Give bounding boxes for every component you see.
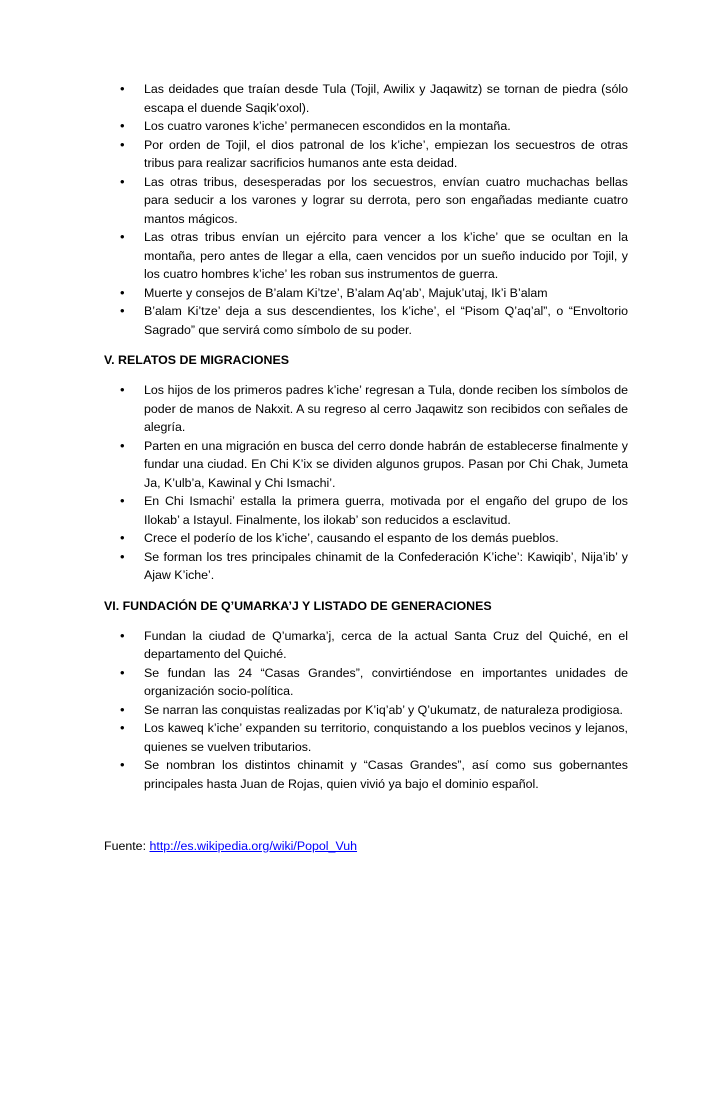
bullet-icon: •	[120, 118, 125, 133]
list-item-text: Los cuatro varones k’iche’ permanecen escondidos en la montaña.	[144, 119, 511, 133]
bullet-icon: •	[120, 548, 125, 564]
list-item	[104, 228, 628, 284]
list-item-text: Por orden de Tojil, el dios patronal de los k’iche’, empiezan los secuestros de otras tribus para realizar sacrificios humanos ante esta deidad.	[144, 137, 628, 170]
bullet-icon: •	[120, 627, 125, 643]
section5-heading: V. RELATOS DE MIGRACIONES	[104, 353, 289, 367]
list-item-text: Los kaweq k’iche’ expanden su territorio, conquistando a los pueblos vecinos y lejanos, quienes se vuelven tributarios.	[144, 721, 628, 754]
source-label: Fuente:	[104, 839, 147, 853]
bullet-icon: •	[120, 757, 125, 772]
list-item-text: Las otras tribus, desesperadas por los secuestros, envían cuatro muchachas bellas para seducir a los varones y lograr su derrota, pero son engañadas mediante cuatro mantos mágicos.	[144, 174, 628, 226]
bullet-icon: •	[120, 437, 125, 453]
list-item	[104, 548, 628, 585]
list-item	[104, 381, 628, 437]
list-item	[104, 701, 628, 720]
section4-list	[104, 80, 628, 339]
list-item-text: Muerte y consejos de B’alam Ki’tze’, B’alam Aq’ab’, Majuk’utaj, Ik’i B’alam	[144, 285, 548, 300]
bullet-icon: •	[120, 720, 125, 735]
list-item-text: Se narran las conquistas realizadas por K’iq’ab’ y Q’ukumatz, de naturaleza prodigiosa.	[144, 702, 623, 717]
list-item-text: Se nombran los distintos chinamit y “Casas Grandes”, así como sus gobernantes principales hasta Juan de Rojas, quien vivió ya bajo el dominio español.	[144, 758, 628, 791]
list-item	[104, 664, 628, 701]
bullet-icon: •	[120, 664, 125, 680]
bullet-icon: •	[120, 173, 125, 189]
list-item-text: Se fundan las 24 “Casas Grandes”, convirtiéndose en importantes unidades de organización socio-política.	[144, 665, 628, 698]
source-line	[104, 837, 628, 855]
list-item	[104, 136, 628, 173]
list-item	[104, 302, 628, 339]
list-item-text: Parten en una migración en busca del cerro donde habrán de establecerse finalmente y fundar una ciudad. En Chi K’ix se dividen algunos grupos. Pasan por Chi Chak, Jumeta Ja, K’ulb’a, Kawinal y Chi Ismachi’.	[144, 438, 628, 490]
list-item-text: Crece el poderío de los k’iche’, causando el espanto de los demás pueblos.	[144, 531, 559, 545]
bullet-icon: •	[120, 701, 125, 717]
source-link[interactable]: http://es.wikipedia.org/wiki/Popol_Vuh	[149, 839, 358, 853]
bullet-icon: •	[120, 303, 125, 318]
list-item	[104, 437, 628, 493]
section6-list	[104, 627, 628, 794]
bullet-icon: •	[120, 284, 125, 300]
list-item-text: Se forman los tres principales chinamit de la Confederación K’iche’: Kawiqib’, Nija’ib’ y Ajaw K’iche’.	[144, 549, 628, 582]
list-item-text: Fundan la ciudad de Q’umarka’j, cerca de la actual Santa Cruz del Quiché, en el departamento del Quiché.	[144, 628, 628, 661]
section5-list	[104, 381, 628, 585]
list-item	[104, 719, 628, 756]
bullet-icon: •	[120, 493, 125, 508]
list-item	[104, 627, 628, 664]
bullet-icon: •	[120, 136, 125, 152]
list-item-text: B’alam Ki’tze’ deja a sus descendientes, los k’iche’, el “Pisom Q’aq’al”, o “Envoltorio Sagrado” que servirá como símbolo de su poder.	[144, 304, 628, 337]
list-item-text: Las deidades que traían desde Tula (Tojil, Awilix y Jaqawitz) se tornan de piedra (sólo escapa el duende Saqik’oxol).	[144, 82, 628, 115]
section6-heading: VI. FUNDACIÓN DE Q’UMARKA’J Y LISTADO DE GENERACIONES	[104, 598, 492, 613]
list-item	[104, 492, 628, 529]
list-item	[104, 173, 628, 229]
list-item-text: En Chi Ismachi’ estalla la primera guerra, motivada por el engaño del grupo de los Ilokab’ a Istayul. Finalmente, los ilokab’ son reducidos a esclavitud.	[144, 494, 628, 527]
list-item-text: Los hijos de los primeros padres k’iche’ regresan a Tula, donde reciben los símbolos de poder de manos de Nakxit. A su regreso al cerro Jaqawitz son recibidos con señales de alegría.	[144, 383, 628, 434]
bullet-icon: •	[120, 382, 125, 397]
list-item	[104, 756, 628, 793]
list-item-text: Las otras tribus envían un ejército para vencer a los k’iche’ que se ocultan en la montaña, pero antes de llegar a ella, caen vencidos por un sueño inducido por Tojil, y los cuatro hombres k’iche’ les roban sus instrumentos de guerra.	[144, 230, 628, 281]
bullet-icon: •	[120, 81, 125, 96]
bullet-icon: •	[120, 229, 125, 244]
bullet-icon: •	[120, 530, 125, 545]
list-item	[104, 117, 628, 136]
list-item	[104, 284, 628, 303]
list-item	[104, 80, 628, 117]
list-item	[104, 529, 628, 548]
